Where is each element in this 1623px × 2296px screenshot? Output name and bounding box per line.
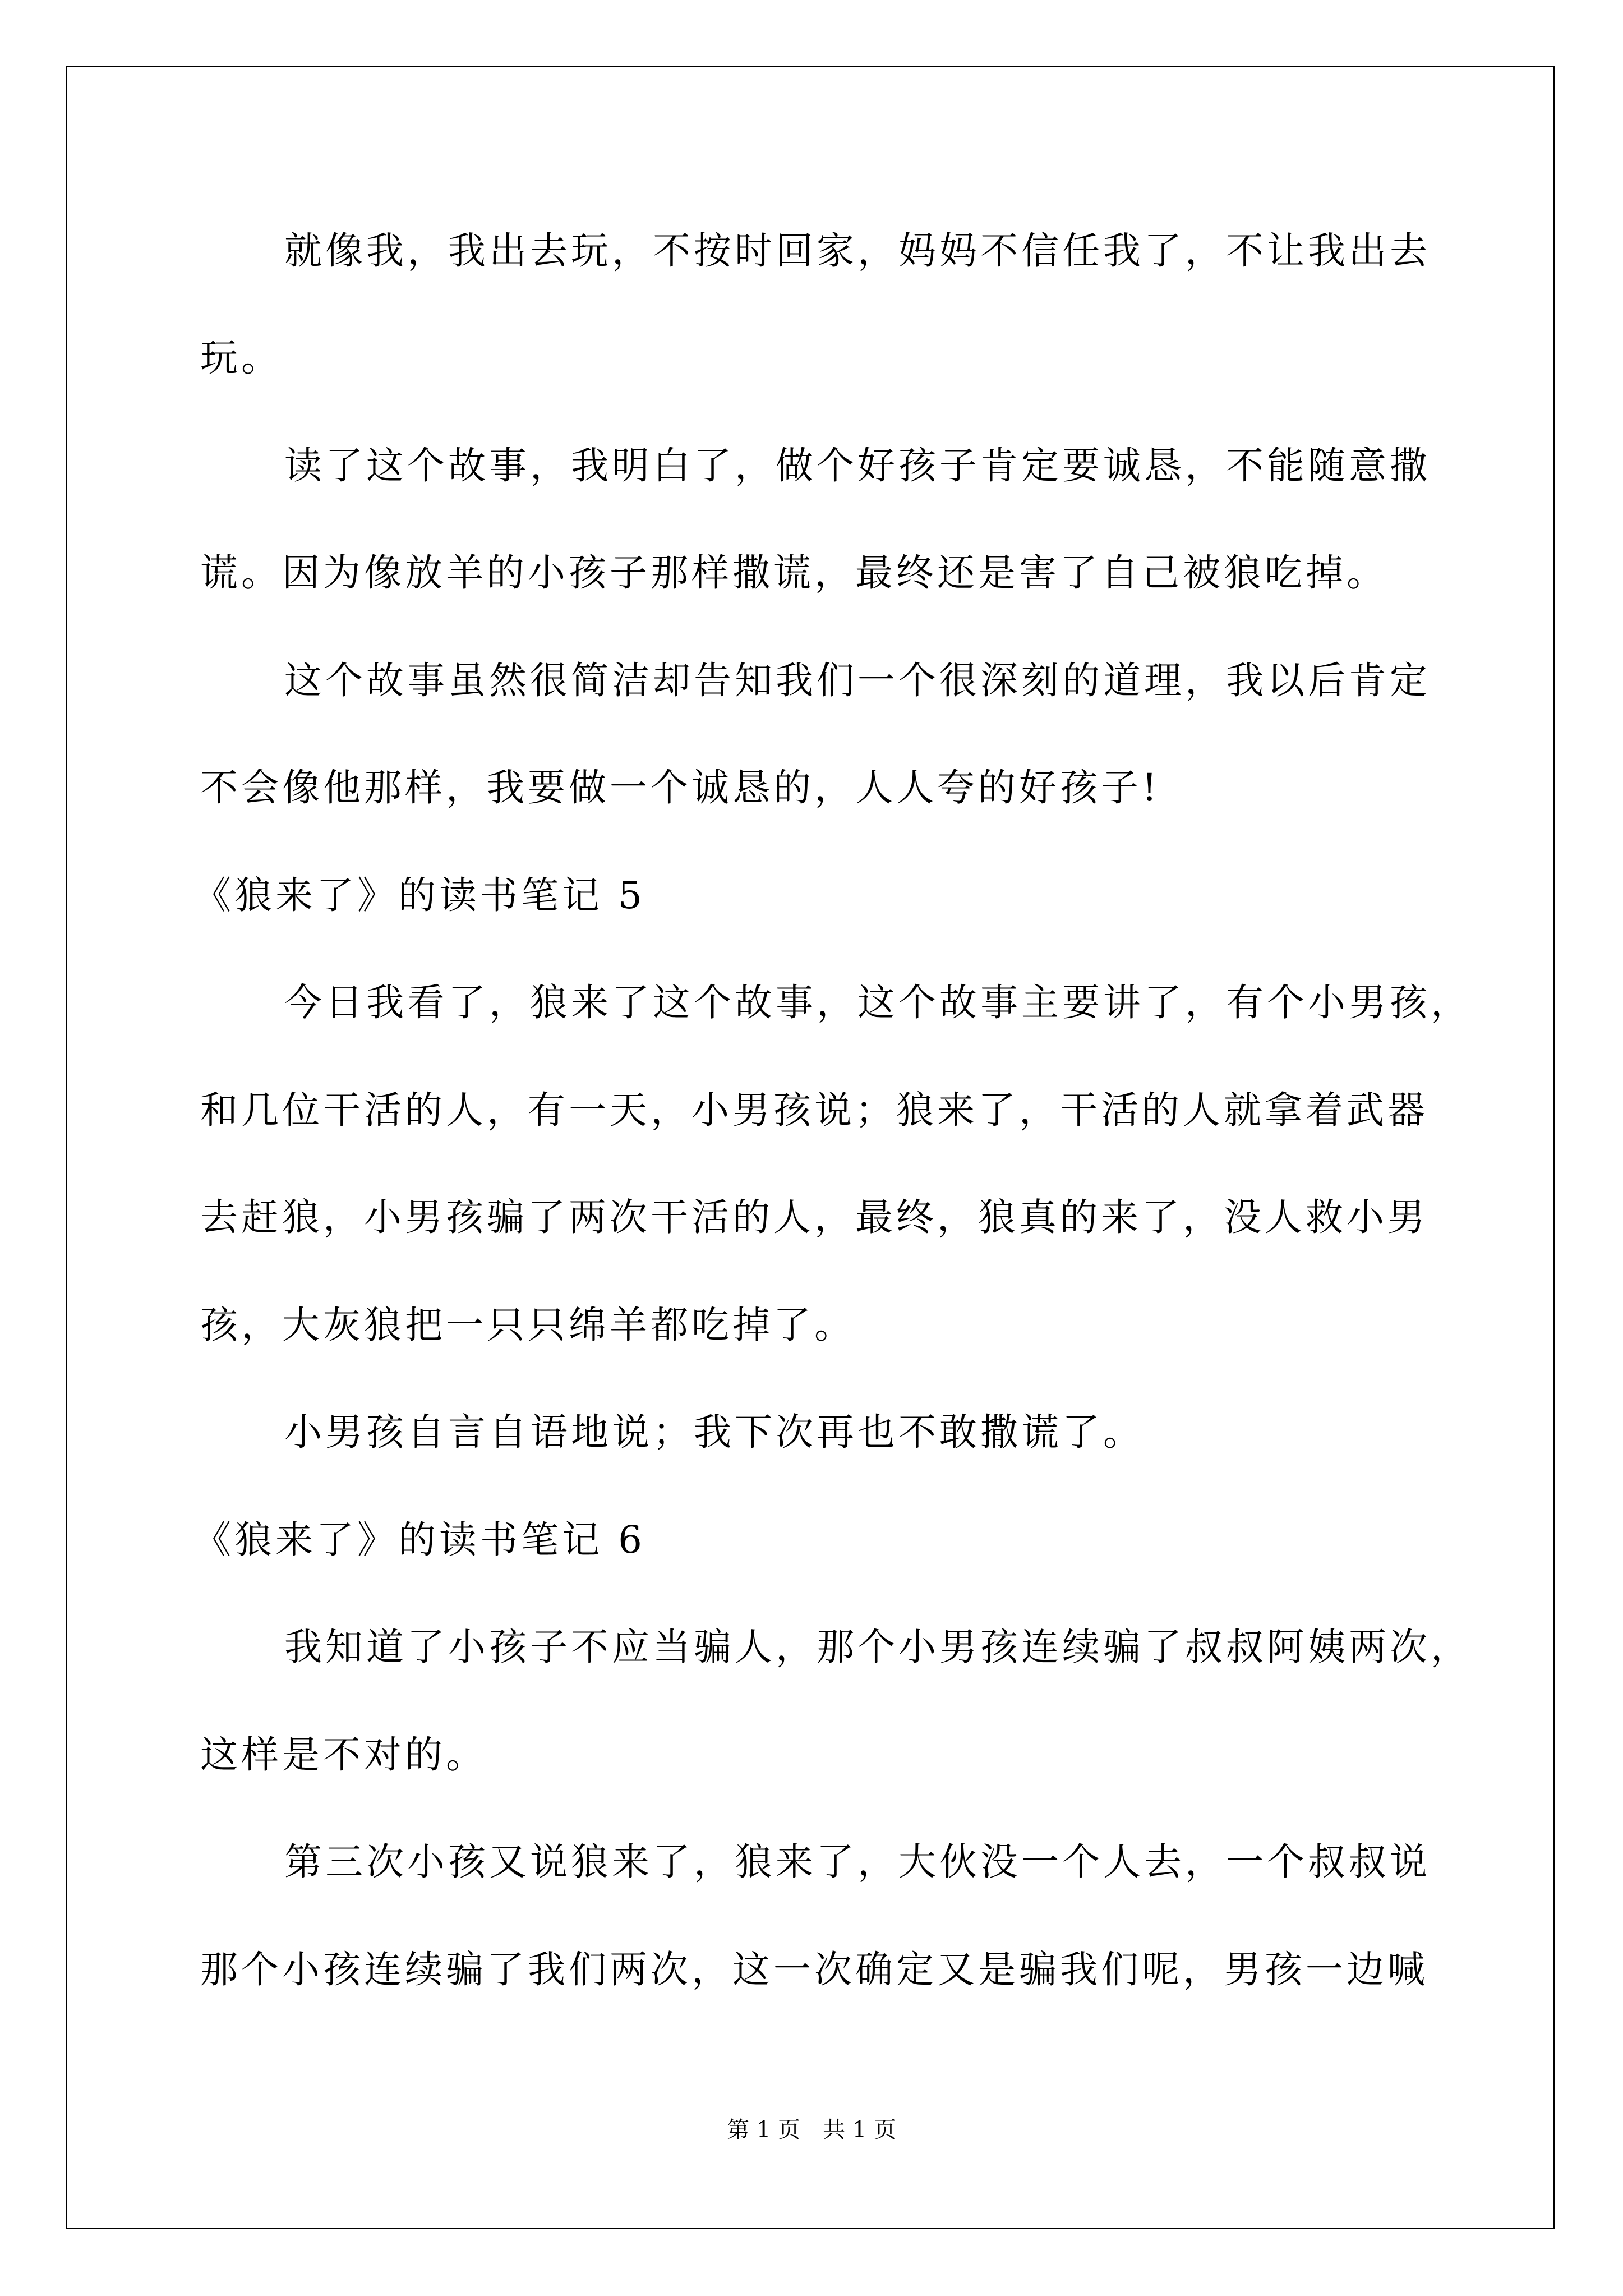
page-border bbox=[66, 66, 1555, 2229]
paragraph-line: 和几位干活的人，有一天，小男孩说；狼来了，干活的人就拿着武器 bbox=[200, 1088, 1428, 1132]
paragraph-line: 小男孩自言自语地说；我下次再也不敢撒谎了。 bbox=[284, 1410, 1144, 1454]
section-heading: 《狼来了》的读书笔记 6 bbox=[193, 1518, 645, 1562]
section-heading: 《狼来了》的读书笔记 5 bbox=[193, 873, 645, 917]
page-footer: 第 1 页 共 1 页 bbox=[727, 2117, 896, 2143]
paragraph-line: 不会像他那样，我要做一个诚恳的，人人夸的好孩子! bbox=[200, 766, 1160, 809]
paragraph-line: 第三次小孩又说狼来了，狼来了，大伙没一个人去，一个叔叔说 bbox=[284, 1840, 1431, 1884]
paragraph-line: 今日我看了，狼来了这个故事，这个故事主要讲了，有个小男孩， bbox=[284, 981, 1472, 1024]
paragraph-line: 那个小孩连续骗了我们两次，这一次确定又是骗我们呢，男孩一边喊 bbox=[200, 1948, 1428, 1991]
paragraph-line: 去赶狼，小男孩骗了两次干活的人，最终，狼真的来了，没人救小男 bbox=[200, 1195, 1428, 1239]
paragraph-line: 就像我，我出去玩，不按时回家，妈妈不信任我了，不让我出去 bbox=[284, 229, 1431, 273]
paragraph-line: 这样是不对的。 bbox=[200, 1733, 487, 1777]
paragraph-line: 读了这个故事，我明白了，做个好孩子肯定要诚恳，不能随意撒 bbox=[284, 444, 1431, 487]
paragraph-line: 谎。因为像放羊的小孩子那样撒谎，最终还是害了自己被狼吃掉。 bbox=[200, 551, 1387, 595]
paragraph-line: 我知道了小孩子不应当骗人，那个小男孩连续骗了叔叔阿姨两次， bbox=[284, 1625, 1472, 1669]
paragraph-line: 这个故事虽然很简洁却告知我们一个很深刻的道理，我以后肯定 bbox=[284, 659, 1431, 702]
paragraph-line: 孩，大灰狼把一只只绵羊都吃掉了。 bbox=[200, 1303, 855, 1347]
paragraph-line: 玩。 bbox=[200, 336, 282, 380]
